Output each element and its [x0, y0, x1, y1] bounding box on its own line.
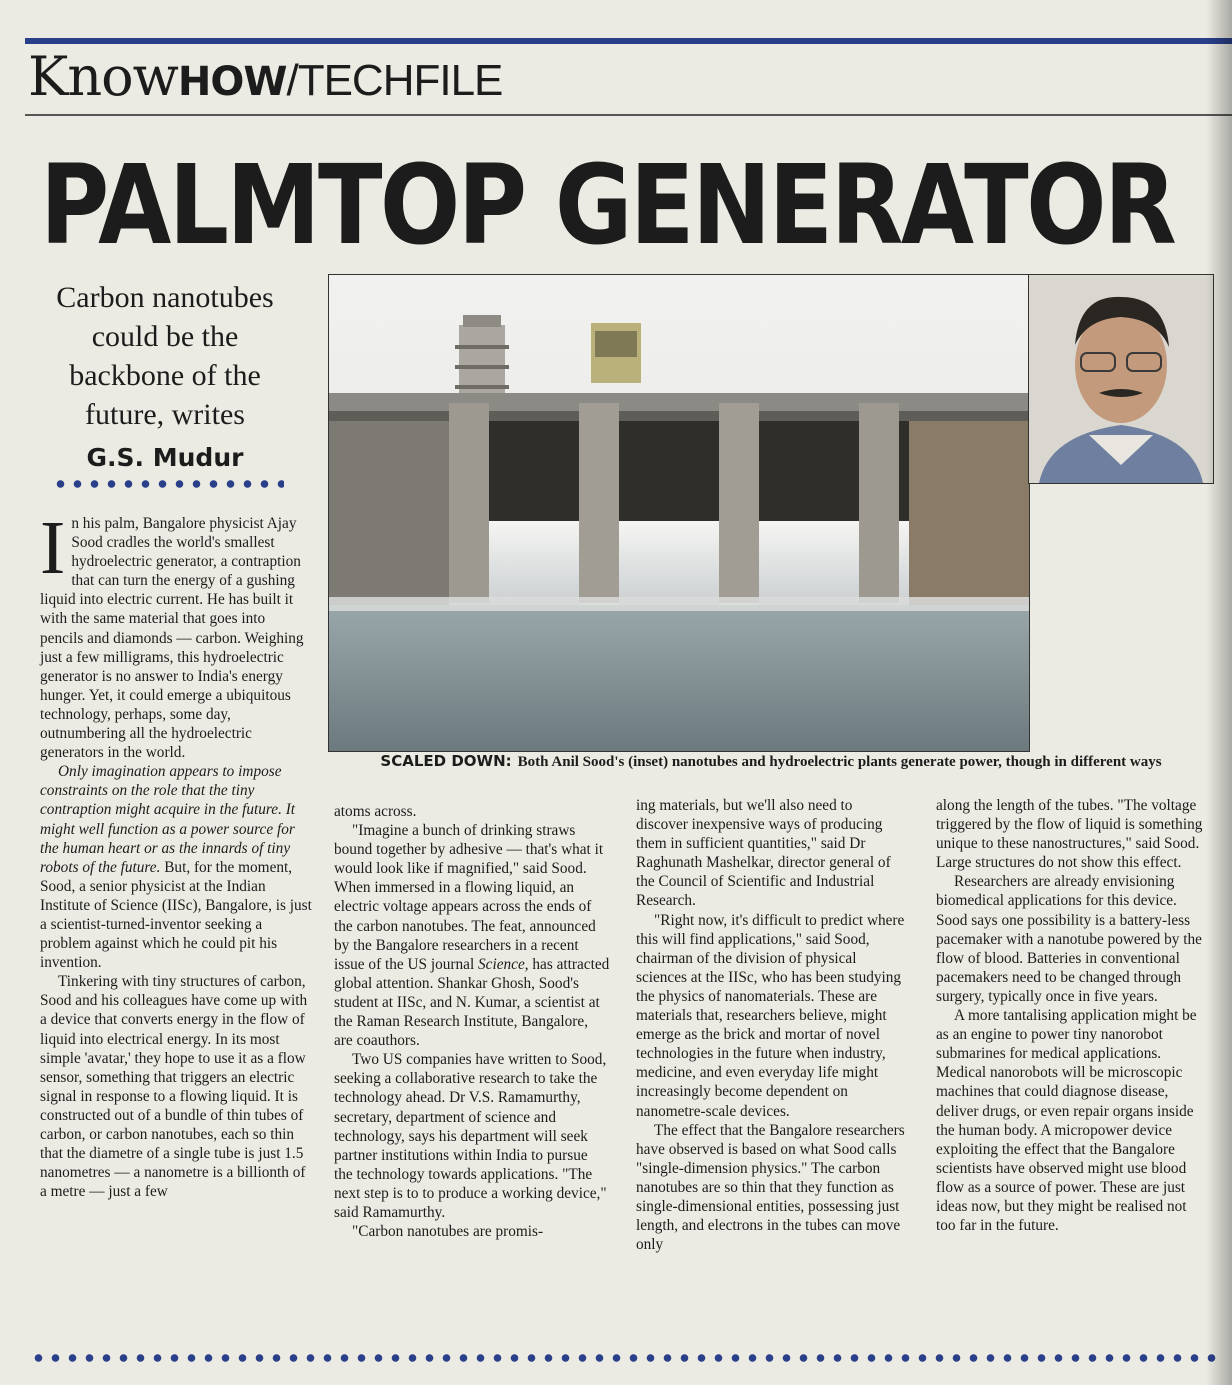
standfirst	[35, 278, 295, 477]
journal-name: Science	[478, 955, 525, 973]
paragraph: "Right now, it's difficult to predict where this will find applications," said Sood, chairman of the division of physical sciences at the IISc, who has been studying the physics of nanomaterials. These are materials that, researchers believe, might emerge as the brick and mortar of novel technologies in the future when industry, medicine, and even everyday life might increasingly become dependent on nanometre-scale devices.	[636, 911, 905, 1120]
italic-text: Only imagination appears to impose constraints on the role that the tiny contraption might acquire in the future. It might well function as a power source for the human heart or as the innards of tiny robots of the future.	[40, 763, 296, 876]
paragraph	[40, 506, 312, 762]
article-column-2	[334, 802, 610, 1241]
inset-portrait-photo	[1028, 274, 1214, 484]
bottom-dots	[30, 1352, 1220, 1364]
caption-label: SCALED DOWN:	[380, 752, 512, 770]
paragraph: ing materials, but we'll also need to discover inexpensive ways of producing them in sufficient quantities," said Dr Raghunath Mashelkar, director general of the Council of Scientific and Industrial Research.	[636, 797, 891, 910]
section-know: Know	[28, 45, 178, 108]
photo-caption	[338, 752, 1204, 772]
paragraph-text: "Imagine a bunch of drinking straws bound together by adhesive — that's what it would look like if magnified," said Sood. When immersed in a flowing liquid, an electric voltage appears across the ends of the carbon nanotubes. The feat, announced by the Bangalore researchers in a recent issue of the US journal	[334, 822, 604, 973]
paragraph: "Carbon nanotubes are promis-	[352, 1223, 544, 1241]
standfirst-text: Carbon nanotubes could be the backbone of the future, writes	[56, 281, 274, 431]
caption-text: Both Anil Sood's (inset) nanotubes and hydroelectric plants generate power, though in different ways	[517, 754, 1162, 770]
paragraph: The effect that the Bangalore researchers have observed is based on what Sood calls "single-dimension physics." The carbon nanotubes are so thin that they function as single-dimensional entities, possessing just length, and electrons in the tubes can move only	[636, 1121, 905, 1254]
headline: PALMTOP GENERATOR	[40, 141, 1175, 269]
paragraph-text: n his palm, Bangalore physicist Ajay Sood cradles the world's smallest hydroelectric generator, a contraption that can turn the energy of a gushing liquid into electric current. He has built it with the same material that goes into pencils and diamonds — carbon. Weighing just a few milligrams, this hydroelectric generator is no answer to India's energy hunger. Yet, it could emerge a ubiquitous technology, perhaps, some day, outnumbering all the hydroelectric generators in the world.	[40, 515, 304, 762]
section-techfile: /TECHFILE	[286, 56, 503, 105]
article-column-3	[636, 796, 908, 1254]
dropcap: I	[40, 506, 66, 590]
paragraph-text: , has attracted global attention. Shankar Ghosh, Sood's student at IISc, and N. Kumar, a scientist at the Raman Research Institute, Bangalore, are coauthors.	[334, 955, 610, 1050]
paragraph: A more tantalising application might be as an engine to power tiny nanorobot submarines for medical applications. Medical nanorobots will be microscopic machines that could diagnose disease, deliver drugs, or even repair organs inside the human body. A micropower device exploiting the effect that the Bangalore scientists have observed might use blood flow as a source of power. These are just ideas now, but they might be realised not too far in the future.	[936, 1007, 1197, 1235]
paragraph: Tinkering with tiny structures of carbon, Sood and his colleagues have come up with a device that converts energy in the flow of liquid into electrical energy. In its most simple 'avatar,' they hope to use it as a flow sensor, something that triggers an electric signal in response to a flowing liquid. It is constructed out of a bundle of thin tubes of carbon, or carbon nanotubes, each so thin that the diametre of a single tube is just 1.5 nanometres — a nanometre is a billionth of a metre — just a few	[40, 973, 308, 1201]
byline: G.S. Mudur	[86, 443, 244, 472]
page-edge-shadow	[1206, 0, 1232, 1385]
article-column-4	[936, 796, 1208, 1235]
section-label	[28, 46, 502, 113]
paragraph	[334, 821, 610, 1050]
paragraph-text: But, for the moment, Sood, a senior physicist at the Indian Institute of Science (IISc), Bangalore, is just a scientist-turned-inventor seeking a problem against which he could pit his invention.	[40, 858, 312, 972]
paragraph	[40, 762, 312, 972]
section-how: HOW	[177, 59, 287, 105]
top-rule	[25, 38, 1232, 44]
dam-photo	[328, 274, 1030, 752]
paragraph: atoms across.	[334, 803, 417, 820]
paragraph: Researchers are already envisioning biomedical applications for this device. Sood says one possibility is a battery-less pacemaker with a nanotube powered by the flow of blood. Batteries in conventional pacemakers need to be changed through surgery, typically once in five years.	[936, 873, 1202, 1005]
paragraph: along the length of the tubes. "The voltage triggered by the flow of liquid is something unique to these nanostructures," said Sood. Large structures do not show this effect.	[936, 797, 1203, 872]
paragraph: Two US companies have written to Sood, seeking a collaborative research to take the technology ahead. Dr V.S. Ramamurthy, secretary, department of science and technology, says his department will seek partner institutions within India to pursue the technology towards applications. "The next step is to to produce a working device," said Ramamurthy.	[334, 1051, 607, 1221]
section-rule	[25, 114, 1232, 116]
standfirst-dots	[52, 478, 284, 490]
article-column-1	[40, 506, 312, 1201]
